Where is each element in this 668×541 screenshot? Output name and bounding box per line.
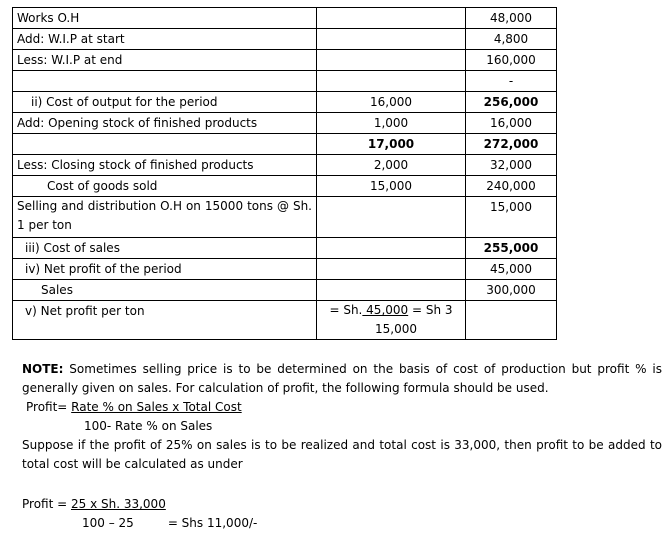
calc-numerator: 25 x Sh. 33,000 — [70, 497, 166, 511]
row-label — [13, 134, 317, 155]
table-row — [13, 176, 557, 197]
profit-formula-numerator: Rate % on Sales x Total Cost — [71, 400, 242, 414]
table-row — [13, 50, 557, 71]
row-label: iv) Net profit of the period — [13, 259, 317, 280]
example-text: Suppose if the profit of 25% on sales is to be realized and total cost is 33,000, then profit to be added to total cost will be calculated as under — [22, 438, 662, 471]
row-mid — [317, 280, 466, 301]
table-row — [13, 134, 557, 155]
row-mid — [317, 50, 466, 71]
formula-prefix: = Sh. — [329, 303, 363, 317]
row-amount: 160,000 — [466, 50, 557, 71]
row-label: iii) Cost of sales — [13, 238, 317, 259]
note-section — [22, 360, 662, 474]
note-paragraph — [22, 360, 662, 398]
row-label — [13, 71, 317, 92]
row-amount: 256,000 — [466, 92, 557, 113]
table-row — [13, 238, 557, 259]
row-amount: 300,000 — [466, 280, 557, 301]
row-mid: 2,000 — [317, 155, 466, 176]
profit-calculation — [22, 495, 257, 533]
row-label: ii) Cost of output for the period — [13, 92, 317, 113]
row-label: Cost of goods sold — [13, 176, 317, 197]
row-mid — [317, 29, 466, 50]
table-row — [13, 280, 557, 301]
row-mid — [317, 197, 466, 238]
row-label: Sales — [13, 280, 317, 301]
row-amount: 272,000 — [466, 134, 557, 155]
row-label: Less: Closing stock of finished products — [13, 155, 317, 176]
row-amount: 16,000 — [466, 113, 557, 134]
row-label: Add: W.I.P at start — [13, 29, 317, 50]
row-amount: 240,000 — [466, 176, 557, 197]
row-amount: 255,000 — [466, 238, 557, 259]
row-amount — [466, 301, 557, 340]
cost-statement-table — [12, 7, 557, 340]
formula-denominator: 15,000 — [375, 322, 417, 336]
row-amount: 48,000 — [466, 8, 557, 29]
net-profit-per-ton-formula — [317, 301, 466, 340]
note-text: Sometimes selling price is to be determined on the basis of cost of production but profit % is generally given on sales. For calculation of profit, the following formula should be used. — [22, 362, 662, 395]
row-amount: - — [466, 71, 557, 92]
row-amount: 4,800 — [466, 29, 557, 50]
row-amount: 45,000 — [466, 259, 557, 280]
row-mid — [317, 238, 466, 259]
row-mid: 16,000 — [317, 92, 466, 113]
row-mid: 15,000 — [317, 176, 466, 197]
profit-formula-prefix: Profit= — [26, 400, 72, 414]
row-mid: 17,000 — [317, 134, 466, 155]
table-row — [13, 71, 557, 92]
table-row — [13, 155, 557, 176]
row-mid — [317, 71, 466, 92]
calc-denominator: 100 – 25 — [82, 516, 134, 530]
row-label: Works O.H — [13, 8, 317, 29]
table-row — [13, 8, 557, 29]
table-row — [13, 259, 557, 280]
row-mid — [317, 259, 466, 280]
calc-result: = Shs 11,000/- — [167, 516, 258, 530]
row-label: Add: Opening stock of finished products — [13, 113, 317, 134]
table-row — [13, 113, 557, 134]
calc-prefix: Profit = — [22, 497, 71, 511]
table-row — [13, 92, 557, 113]
row-mid: 1,000 — [317, 113, 466, 134]
row-label: Selling and distribution O.H on 15000 tons @ Sh. 1 per ton — [13, 197, 317, 238]
table-row — [13, 29, 557, 50]
profit-formula-denominator: 100- Rate % on Sales — [84, 419, 213, 433]
note-heading: NOTE: — [22, 362, 64, 376]
table-row — [13, 301, 557, 340]
row-label: v) Net profit per ton — [13, 301, 317, 340]
row-label: Less: W.I.P at end — [13, 50, 317, 71]
row-mid — [317, 8, 466, 29]
formula-numerator: 45,000 — [362, 303, 409, 317]
profit-formula — [26, 398, 662, 417]
table-row — [13, 197, 557, 238]
formula-suffix: = Sh 3 — [408, 303, 453, 317]
row-amount: 15,000 — [466, 197, 557, 238]
row-amount: 32,000 — [466, 155, 557, 176]
